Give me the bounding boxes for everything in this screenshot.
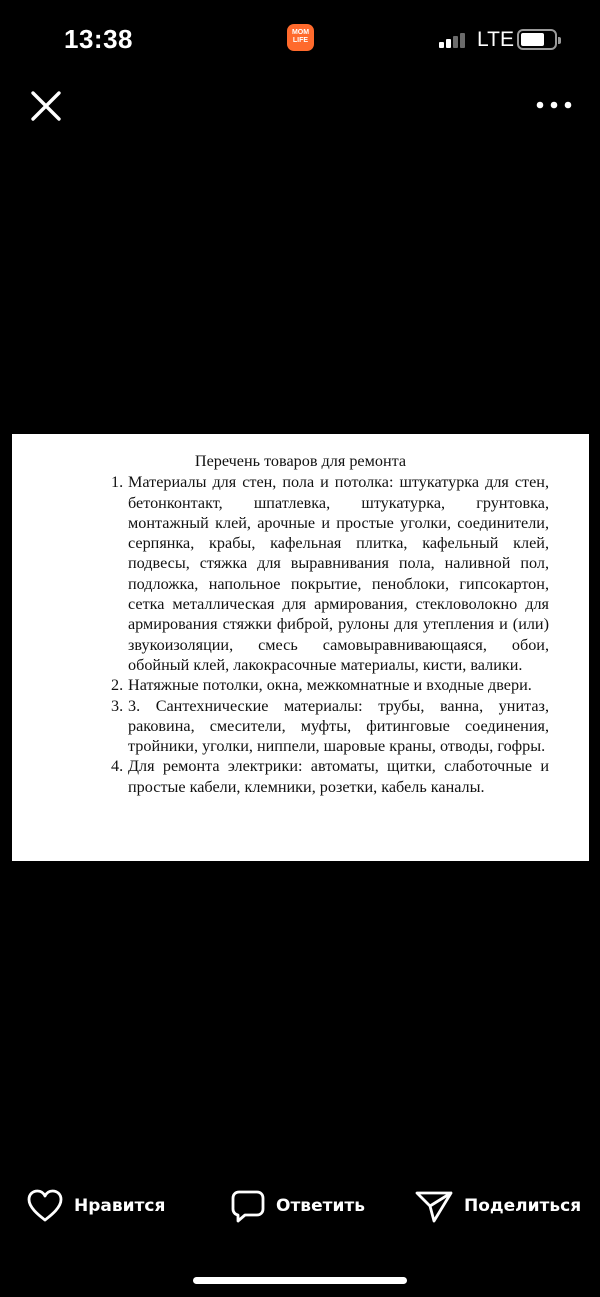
like-label: Нравится [74,1196,166,1216]
network-type: LTE [477,28,514,51]
list-item [12,696,549,757]
share-label: Поделиться [464,1196,582,1216]
close-icon [28,88,64,124]
more-options-button[interactable] [534,94,574,116]
list-item-number: 3. [111,696,124,715]
app-badge-icon: MOM LIFE [287,24,314,51]
status-time: 13:38 [64,24,133,54]
action-bar [0,1186,600,1226]
list-item-number: 2. [111,676,124,695]
status-bar [0,0,600,80]
home-indicator[interactable] [193,1277,407,1284]
comment-icon [230,1188,266,1224]
share-button[interactable] [414,1186,581,1226]
list-item-text: Натяжные потолки, окна, межкомнатные и входные двери. [128,676,532,695]
signal-icon [439,32,469,48]
list-item-text: 3. Сантехнические материалы: трубы, ванна, унитаз, раковина, смесители, муфты, фитинговые соединения, тройники, уголки, ниппели, шаровые краны, отводы, гофры. [128,696,549,756]
list-item [12,675,549,695]
list-item [12,756,549,797]
reply-button[interactable] [230,1186,365,1226]
like-button[interactable] [26,1186,165,1226]
close-button[interactable] [28,88,64,124]
document-image [12,434,589,861]
send-icon [414,1188,454,1224]
more-dots-icon [534,94,574,116]
document-list [12,472,549,797]
heart-icon [26,1188,64,1224]
reply-label: Ответить [276,1196,365,1216]
list-item-number: 1. [111,473,124,492]
list-item-text: Для ремонта электрики: автоматы, щитки, слаботочные и простые кабели, клемники, розетки, кабель каналы. [128,757,549,796]
list-item-text: Материалы для стен, пола и потолка: штукатурка для стен, бетонконтакт, шпатлевка, штукатурка, грунтовка, монтажный клей, арочные и простые уголки, соединители, серпянка, крабы, кафельная плитка, кафельный клей, подвесы, стяжка для выравнивания пола, наливной пол, подложка, напольное покрытие, пеноблоки, гипсокартон, сетка металлическая для армирования, стекловолокно для армирования стяжки фиброй, рулоны для утепления и (или) звукоизоляции, смесь самовыравнивающаяся, обои, обойный клей, лакокрасочные материалы, кисти, валики. [128,473,549,674]
battery-icon [517,29,557,50]
list-item-number: 4. [111,757,124,776]
list-item [12,472,549,675]
document-title: Перечень товаров для ремонта [194,452,407,470]
